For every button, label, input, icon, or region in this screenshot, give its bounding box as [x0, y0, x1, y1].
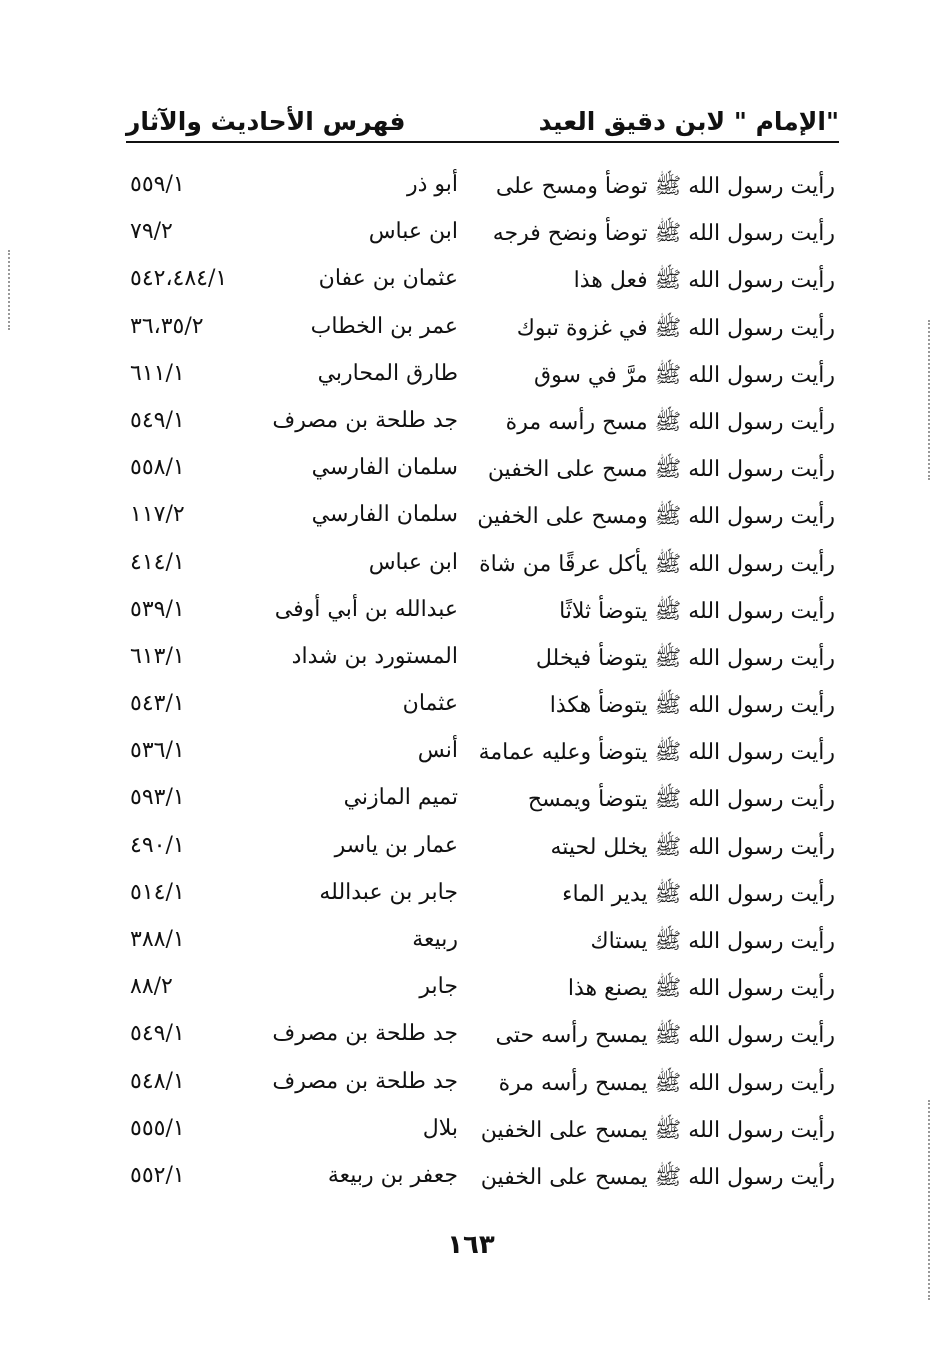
- narrator-name: ربيعة: [412, 927, 458, 952]
- narrator-name: أبو ذر: [406, 172, 458, 197]
- table-row: [120, 1063, 835, 1110]
- hadith-text: رأيت رسول الله ﷺ مسح رأسه مرة: [505, 409, 835, 435]
- page-reference: ٣٨٨/١: [130, 927, 185, 952]
- table-row: [120, 213, 835, 260]
- table-row: [120, 732, 835, 779]
- narrator-name: ابن عباس: [368, 549, 458, 575]
- scan-margin-dots: [8, 250, 10, 330]
- book-title: "الإمام " لابن دقيق العيد: [538, 107, 839, 136]
- narrator-name: المستورد بن شداد: [291, 643, 458, 669]
- page-reference: ٦١٣/١: [130, 643, 185, 669]
- narrator-name: تميم المازني: [343, 785, 458, 811]
- hadith-text: رأيت رسول الله ﷺ يتوضأ فيخلل: [535, 645, 835, 671]
- hadith-text: رأيت رسول الله ﷺ يخلل لحيته: [550, 834, 835, 860]
- table-row: [120, 638, 835, 685]
- table-row: [120, 260, 835, 307]
- narrator-name: أنس: [417, 738, 458, 764]
- table-row: [120, 1015, 835, 1062]
- section-title: فهرس الأحاديث والآثار: [126, 107, 406, 136]
- page-reference: ٤١٤/١: [130, 549, 185, 575]
- page-reference: ٥١٤/١: [130, 879, 185, 905]
- page-reference: ٨٨/٢: [130, 974, 173, 1000]
- page-reference: ٥٩٣/١: [130, 785, 185, 811]
- hadith-text: رأيت رسول الله ﷺ يمسح على الخفين: [480, 1117, 835, 1143]
- narrator-name: عثمان: [402, 691, 458, 717]
- page-reference: ٥٤٩/١: [130, 407, 185, 433]
- narrator-name: جد طلحة بن مصرف: [272, 1068, 458, 1094]
- narrator-name: جابر: [419, 974, 458, 1000]
- narrator-name: جد طلحة بن مصرف: [272, 407, 458, 433]
- hadith-text: رأيت رسول الله ﷺ توضأ ونضح فرجه: [492, 221, 835, 247]
- page-reference: ٤٩٠/١: [130, 832, 185, 858]
- table-row: [120, 449, 835, 496]
- hadith-text: رأيت رسول الله ﷺ ومسح على الخفين: [477, 504, 835, 530]
- hadith-text: رأيت رسول الله ﷺ يتوضأ ثلاثًا: [559, 598, 835, 624]
- narrator-name: جد طلحة بن مصرف: [272, 1021, 458, 1047]
- hadith-text: رأيت رسول الله ﷺ يدير الماء: [562, 881, 835, 907]
- table-row: [120, 1157, 835, 1204]
- page-reference: ١١٧/٢: [130, 502, 185, 528]
- table-row: [120, 308, 835, 355]
- page-reference: ٥٥٩/١: [130, 172, 185, 197]
- hadith-text: رأيت رسول الله ﷺ في غزوة تبوك: [516, 315, 835, 341]
- narrator-name: عثمان بن عفان: [318, 266, 458, 292]
- hadith-text: رأيت رسول الله ﷺ يتوضأ ويمسح: [527, 787, 835, 813]
- hadith-text: رأيت رسول الله ﷺ يمسح على الخفين: [480, 1164, 835, 1190]
- table-row: [120, 496, 835, 543]
- page-reference: ٣٦،٣٥/٢: [130, 313, 204, 339]
- narrator-name: سلمان الفارسي: [311, 455, 458, 481]
- hadith-text: رأيت رسول الله ﷺ توضأ ومسح على: [495, 174, 835, 199]
- table-row: [120, 591, 835, 638]
- page-reference: ٥٣٦/١: [130, 738, 185, 764]
- table-row: [120, 685, 835, 732]
- narrator-name: طارق المحاربي: [317, 360, 458, 386]
- narrator-name: عبدالله بن أبي أوفى: [274, 596, 458, 622]
- narrator-name: عمار بن ياسر: [334, 832, 458, 858]
- header-rule: [126, 141, 839, 143]
- hadith-text: رأيت رسول الله ﷺ فعل هذا: [573, 268, 835, 294]
- table-row: [120, 827, 835, 874]
- hadith-text: رأيت رسول الله ﷺ يصنع هذا: [567, 976, 835, 1002]
- hadith-text: رأيت رسول الله ﷺ يستاك: [590, 929, 835, 954]
- narrator-name: جابر بن عبدالله: [319, 879, 458, 905]
- table-row: [120, 779, 835, 826]
- narrator-name: بلال: [422, 1115, 458, 1141]
- page-reference: ٥٤٣/١: [130, 691, 185, 717]
- table-row: [120, 921, 835, 968]
- table-row: [120, 402, 835, 449]
- narrator-name: سلمان الفارسي: [311, 502, 458, 528]
- page-reference: ٥٥٨/١: [130, 455, 185, 481]
- page-reference: ٥٤٩/١: [130, 1021, 185, 1047]
- running-header: [126, 96, 839, 136]
- table-row: [120, 874, 835, 921]
- page-reference: ٥٤٢،٤٨٤/١: [130, 266, 228, 292]
- hadith-text: رأيت رسول الله ﷺ يأكل عرقًا من شاة: [479, 551, 835, 577]
- table-row: [120, 355, 835, 402]
- hadith-text: رأيت رسول الله ﷺ يتوضأ وعليه عمامة: [478, 740, 835, 766]
- narrator-name: عمر بن الخطاب: [310, 313, 458, 339]
- page-reference: ٥٥٢/١: [130, 1162, 185, 1188]
- table-row: [120, 968, 835, 1015]
- narrator-name: ابن عباس: [368, 219, 458, 245]
- hadith-text: رأيت رسول الله ﷺ يمسح رأسه حتى: [495, 1023, 835, 1049]
- page-reference: ٦١١/١: [130, 360, 185, 386]
- table-row: [120, 1110, 835, 1157]
- hadith-text: رأيت رسول الله ﷺ يمسح رأسه مرة: [498, 1070, 835, 1096]
- page-number: ١٦٣: [447, 1230, 495, 1260]
- table-row: [120, 166, 835, 213]
- page-reference: ٥٤٨/١: [130, 1068, 185, 1094]
- hadith-text: رأيت رسول الله ﷺ مرَّ في سوق: [534, 362, 835, 388]
- hadith-text: رأيت رسول الله ﷺ مسح على الخفين: [487, 457, 835, 483]
- page-reference: ٧٩/٢: [130, 219, 173, 245]
- table-row: [120, 544, 835, 591]
- page-reference: ٥٥٥/١: [130, 1115, 185, 1141]
- narrator-name: جعفر بن ربيعة: [327, 1162, 458, 1188]
- index-table: [120, 166, 835, 1204]
- scan-margin-dots: [928, 1100, 930, 1300]
- hadith-text: رأيت رسول الله ﷺ يتوضأ هكذا: [549, 693, 835, 719]
- scan-margin-dots: [928, 320, 930, 480]
- page-reference: ٥٣٩/١: [130, 596, 185, 622]
